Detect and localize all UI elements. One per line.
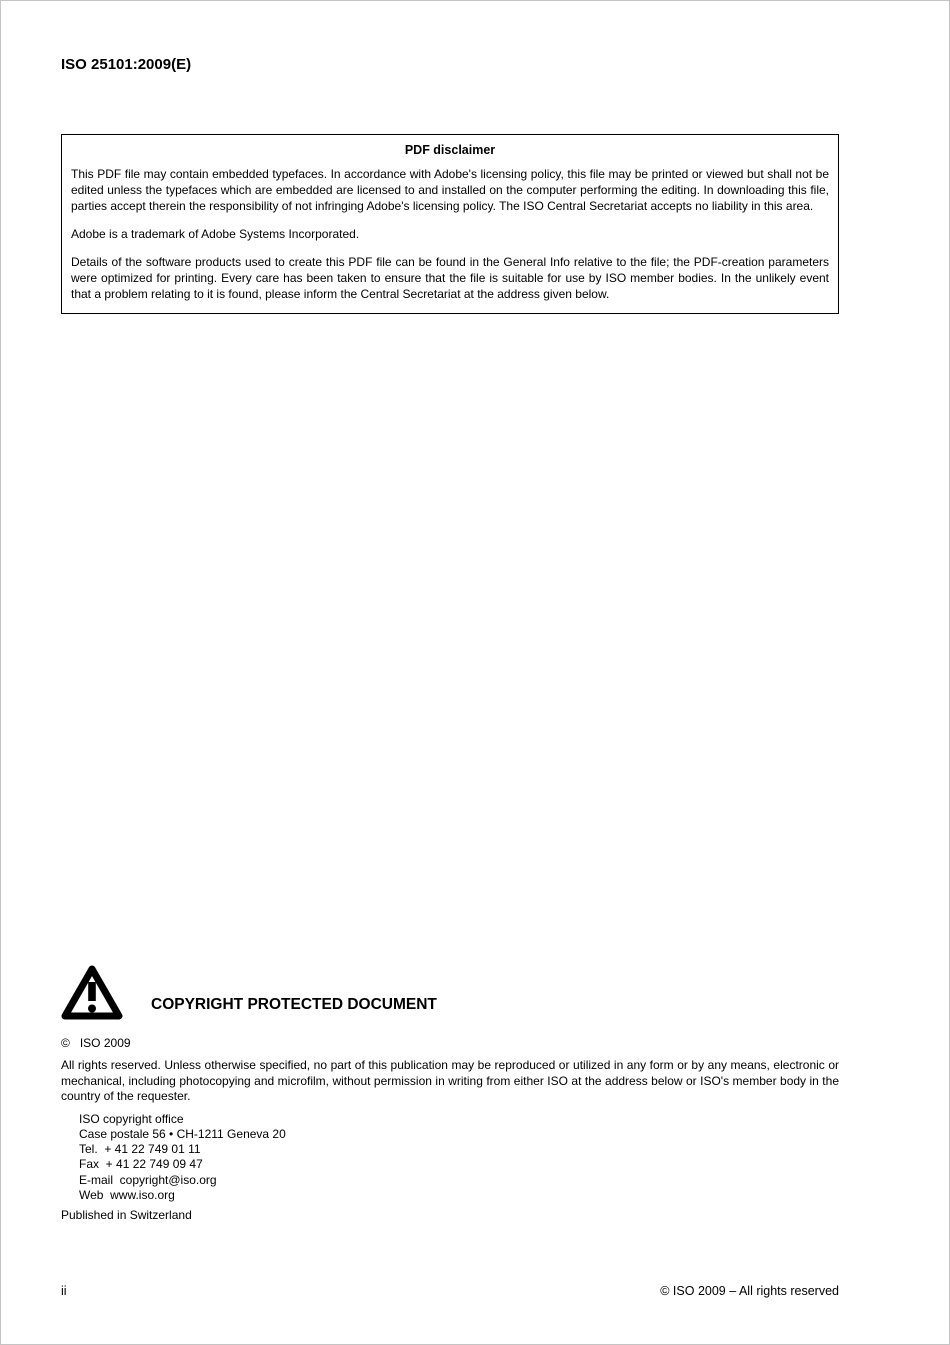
pdf-disclaimer-box bbox=[61, 134, 839, 314]
disclaimer-title: PDF disclaimer bbox=[404, 143, 496, 157]
address-block bbox=[79, 1112, 839, 1203]
published-line: Published in Switzerland bbox=[61, 1208, 192, 1223]
address-line-postal: Case postale 56 • CH-1211 Geneva 20 bbox=[79, 1127, 286, 1142]
disclaimer-paragraph: This PDF file may contain embedded typefaces. In accordance with Adobe's licensing policy, this file may be printed or viewed but shall not be edited unless the typefaces which are embedded are licensed to and installed on the computer performing the editing. In downloading this file, parties accept therein the responsibility of not infringing Adobe's licensing policy. The ISO Central Secretariat accepts no liability in this area. bbox=[71, 167, 829, 213]
copyright-section bbox=[61, 964, 839, 1222]
address-line-fax: Fax + 41 22 749 09 47 bbox=[79, 1157, 203, 1172]
address-line-office: ISO copyright office bbox=[79, 1111, 184, 1126]
rights-text: All rights reserved. Unless otherwise specified, no part of this publication may be reproduced or utilized in any form or by any means, electronic or mechanical, including photocopying and microfilm, without permission in writing from either ISO at the address below or ISO's member body in the country of the requester. bbox=[61, 1058, 839, 1104]
copyright-year-line: © ISO 2009 bbox=[61, 1036, 131, 1050]
copyright-heading: COPYRIGHT PROTECTED DOCUMENT bbox=[151, 996, 437, 1013]
page-number: ii bbox=[61, 1284, 67, 1298]
page-footer bbox=[61, 1284, 839, 1298]
address-line-tel: Tel. + 41 22 749 01 11 bbox=[79, 1142, 201, 1157]
page-header: ISO 25101:2009(E) bbox=[61, 56, 192, 73]
address-line-web: Web www.iso.org bbox=[79, 1187, 175, 1202]
copyright-heading-row bbox=[61, 964, 839, 1022]
address-line-email: E-mail copyright@iso.org bbox=[79, 1172, 217, 1187]
disclaimer-paragraph: Adobe is a trademark of Adobe Systems Incorporated. bbox=[71, 226, 360, 241]
disclaimer-paragraph: Details of the software products used to create this PDF file can be found in the General Info relative to the file; the PDF-creation parameters were optimized for printing. Every care has been taken to ensure that the file is suitable for use by ISO member bodies. In the unlikely event that a problem relating to it is found, please inform the Central Secretariat at the address given below. bbox=[71, 254, 829, 301]
warning-triangle-icon bbox=[61, 964, 123, 1022]
footer-copyright: © ISO 2009 – All rights reserved bbox=[660, 1284, 839, 1298]
